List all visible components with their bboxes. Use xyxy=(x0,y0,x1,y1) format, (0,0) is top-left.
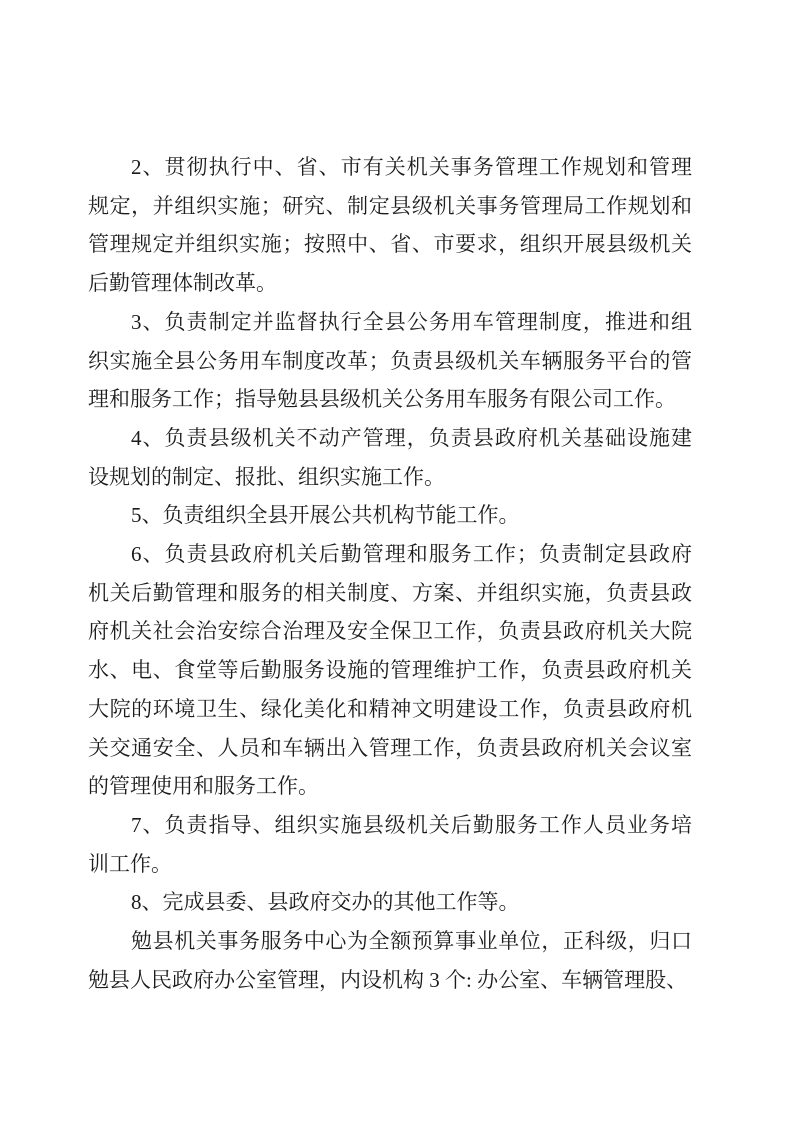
paragraph xyxy=(88,419,692,496)
text-line: 5、负责组织全县开展公共机构节能工作。 xyxy=(131,503,520,528)
paragraph xyxy=(88,148,692,303)
text-line: 7、负责指导、组织实施县级机关后勤服务工作人员业务培 xyxy=(131,812,692,837)
text-line: 设规划的制定、报批、组织实施工作。 xyxy=(88,464,445,489)
text-line: 4、负责县级机关不动产管理，负责县政府机关基础设施建 xyxy=(131,425,692,450)
text-line: 2、贯彻执行中、省、市有关机关事务管理工作规划和管理 xyxy=(131,155,692,179)
text-line: 府机关社会治安综合治理及安全保卫工作，负责县政府机关大院 xyxy=(88,619,692,644)
paragraph xyxy=(88,535,692,806)
text-line: 规定，并组织实施；研究、制定县级机关事务管理局工作规划和 xyxy=(88,193,692,218)
document-body xyxy=(88,148,692,999)
text-line: 3、负责制定并监督执行全县公务用车管理制度，推进和组 xyxy=(131,309,692,334)
text-line: 勉县人民政府办公室管理，内设机构 3 个: 办公室、车辆管理股、 xyxy=(88,967,688,992)
text-line: 训工作。 xyxy=(88,851,172,876)
text-line: 的管理使用和服务工作。 xyxy=(88,774,319,799)
paragraph xyxy=(88,496,692,535)
text-line: 织实施全县公务用车制度改革；负责县级机关车辆服务平台的管 xyxy=(88,348,692,373)
text-line: 8、完成县委、县政府交办的其他工作等。 xyxy=(131,890,520,915)
text-line: 机关后勤管理和服务的相关制度、方案、并组织实施，负责县政 xyxy=(88,580,692,605)
text-line: 关交通安全、人员和车辆出入管理工作，负责县政府机关会议室 xyxy=(88,735,692,760)
text-line: 管理规定并组织实施；按照中、省、市要求，组织开展县级机关 xyxy=(88,232,692,257)
text-line: 勉县机关事务服务中心为全额预算事业单位，正科级，归口 xyxy=(131,929,692,954)
text-line: 后勤管理体制改革。 xyxy=(88,271,277,296)
paragraph xyxy=(88,806,692,883)
text-line: 大院的环境卫生、绿化美化和精神文明建设工作，负责县政府机 xyxy=(88,696,692,721)
text-line: 理和服务工作；指导勉县县级机关公务用车服务有限公司工作。 xyxy=(88,387,676,412)
paragraph xyxy=(88,303,692,419)
paragraph xyxy=(88,883,692,922)
paragraph xyxy=(88,922,692,999)
text-line: 水、电、食堂等后勤服务设施的管理维护工作，负责县政府机关 xyxy=(88,658,692,683)
text-line: 6、负责县政府机关后勤管理和服务工作；负责制定县政府 xyxy=(131,542,692,567)
